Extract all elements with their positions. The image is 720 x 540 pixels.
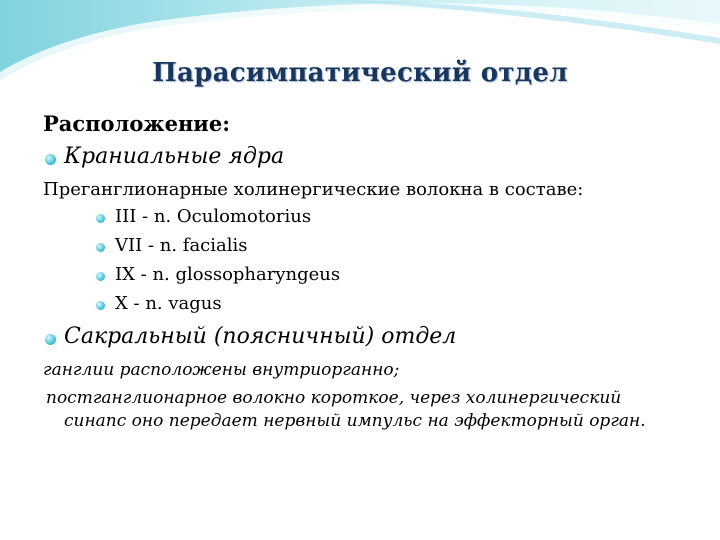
sacral-section-label: Сакральный (поясничный) отдел (64, 324, 457, 349)
bullet-icon (45, 154, 56, 165)
nerve-item: VII - n. facialis (115, 235, 248, 256)
location-heading: Расположение: (43, 111, 231, 136)
preganglionic-intro: Преганглионарные холинергические волокна в составе: (43, 179, 584, 200)
sacral-line-2: постганглионарное волокно короткое, через холинергический (46, 388, 622, 408)
nerve-item: III - n. Oculomotorius (115, 206, 312, 227)
bullet-icon (96, 243, 105, 252)
nerve-item: X - n. vagus (115, 293, 222, 314)
bullet-icon (96, 301, 105, 310)
bullet-icon (96, 214, 105, 223)
slide-title: Парасимпатический отдел (152, 58, 568, 88)
cranial-nuclei-label: Краниальные ядра (64, 144, 285, 169)
bullet-icon (45, 334, 56, 345)
bullet-icon (96, 272, 105, 281)
nerve-item: IX - n. glossopharyngeus (115, 264, 341, 285)
sacral-line-1: ганглии расположены внутриорганно; (43, 360, 400, 380)
sacral-line-3: синапс оно передает нервный импульс на эффекторный орган. (64, 411, 646, 431)
